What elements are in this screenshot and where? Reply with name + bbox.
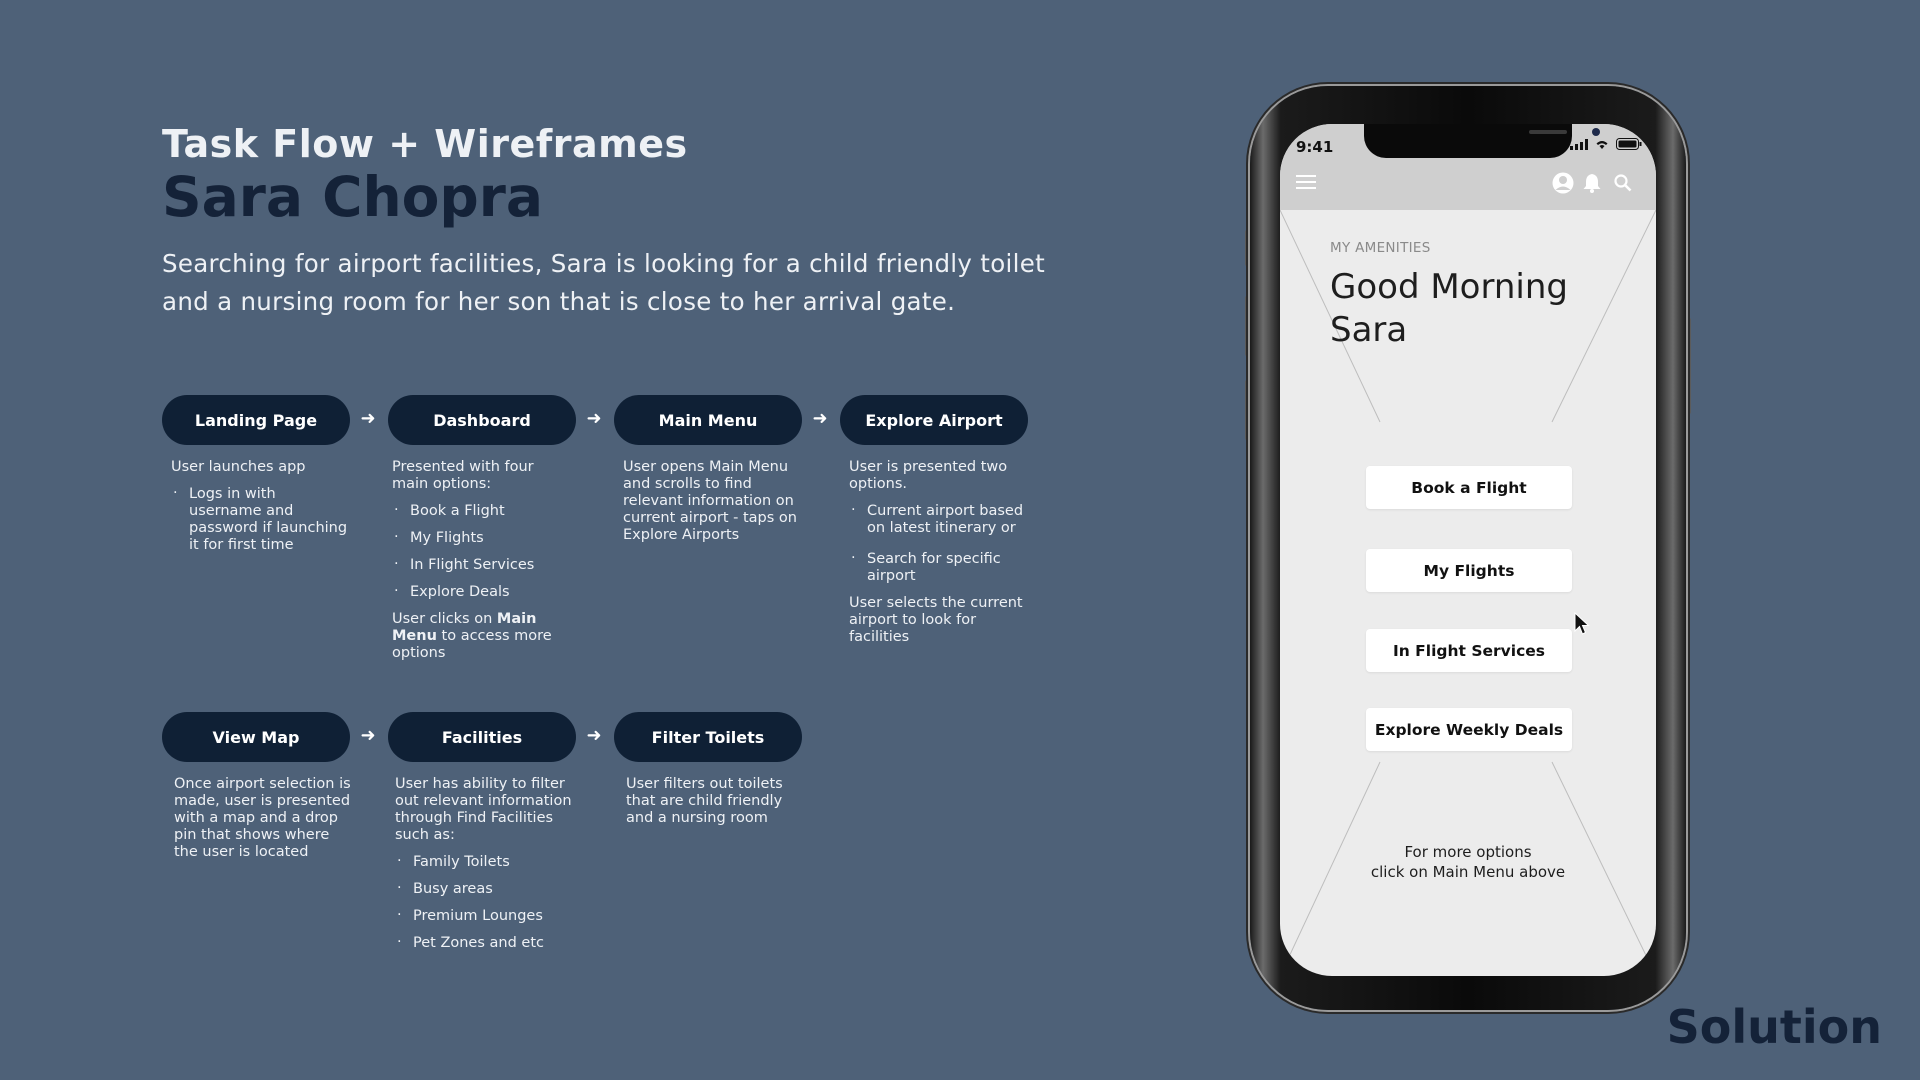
section-eyebrow: MY AMENITIES [1330, 240, 1431, 256]
scenario-description: Searching for airport facilities, Sara is looking for a child friendly toilet and a nursing room for her son that is close to her arrival gate. [162, 249, 1045, 316]
mouse-pointer-icon [1574, 612, 1590, 636]
list-item: · Explore Deals [392, 584, 572, 601]
step-view-map: View Map [162, 712, 350, 762]
description-intro: User filters out toilets that are child friendly and a nursing room [626, 776, 783, 826]
step-description-facilities [395, 776, 575, 962]
description-intro: Once airport selection is made, user is presented with a map and a drop pin that shows where the user is located [174, 776, 351, 860]
description-intro: User has ability to filter out relevant information through Find Facilities such as: [395, 776, 572, 843]
note-line: click on Main Menu above [1370, 863, 1566, 881]
list-item: · In Flight Services [392, 557, 572, 574]
wifi-icon [1594, 138, 1610, 150]
step-main-menu: Main Menu [614, 395, 802, 445]
step-description-view-map [174, 776, 354, 871]
phone-mockup [1250, 86, 1686, 1010]
step-description-main-menu [623, 459, 803, 554]
bullet-list [171, 486, 351, 554]
speaker-grille [1529, 130, 1567, 134]
step-dashboard: Dashboard [388, 395, 576, 445]
list-item: · Premium Lounges [395, 908, 575, 925]
description-intro: Presented with four main options: [392, 459, 534, 492]
arrow-icon: ➜ [586, 725, 602, 746]
status-time: 9:41 [1296, 138, 1334, 156]
list-item: · Family Toilets [395, 854, 575, 871]
in-flight-services-button[interactable]: In Flight Services [1366, 629, 1572, 672]
step-explore-airport: Explore Airport [840, 395, 1028, 445]
my-flights-button[interactable]: My Flights [1366, 549, 1572, 592]
arrow-icon: ➜ [360, 408, 376, 429]
step-description-filter-toilets [626, 776, 806, 837]
user-avatar-icon[interactable] [1552, 172, 1574, 194]
description-intro: User launches app [171, 459, 306, 475]
solution-label: Solution [1666, 1000, 1882, 1054]
bullet-list [392, 503, 572, 601]
list-item: · My Flights [392, 530, 572, 547]
signal-icon [1570, 139, 1588, 150]
bell-icon[interactable] [1583, 173, 1601, 193]
more-options-note [1340, 842, 1596, 882]
list-item: · Logs in with username and password if launching it for first time [171, 486, 351, 554]
arrow-icon: ➜ [586, 408, 602, 429]
description-outro [392, 611, 572, 662]
arrow-icon: ➜ [360, 725, 376, 746]
list-item: · Busy areas [395, 881, 575, 898]
note-line: For more options [1404, 843, 1532, 861]
book-flight-button[interactable]: Book a Flight [1366, 466, 1572, 509]
step-description-explore-airport [849, 459, 1029, 656]
list-item: · Search for specific airport [849, 551, 1029, 585]
arrow-icon: ➜ [812, 408, 828, 429]
battery-icon [1616, 138, 1642, 150]
hamburger-menu-icon[interactable] [1296, 174, 1316, 190]
front-camera [1592, 128, 1600, 136]
persona-name: Sara Chopra [162, 165, 544, 229]
step-filter-toilets: Filter Toilets [614, 712, 802, 762]
phone-screen [1280, 124, 1656, 976]
step-facilities: Facilities [388, 712, 576, 762]
greeting-heading: Good Morning Sara [1330, 267, 1568, 350]
outro-text: to access more options [392, 628, 552, 661]
description-intro: User opens Main Menu and scrolls to find relevant information on current airport - taps on Explore Airports [623, 459, 797, 543]
bullet-list [395, 854, 575, 952]
step-description-dashboard [392, 459, 572, 672]
status-icons [1570, 138, 1642, 150]
section-title: Task Flow + Wireframes [162, 122, 688, 166]
list-item: · Book a Flight [392, 503, 572, 520]
list-item: · Pet Zones and etc [395, 935, 575, 952]
outro-text: User clicks on [392, 611, 497, 627]
description-intro: User is presented two options. [849, 459, 1008, 492]
explore-weekly-deals-button[interactable]: Explore Weekly Deals [1366, 708, 1572, 751]
bullet-list [849, 503, 1029, 585]
outro-emphasis: Main Menu [392, 611, 537, 644]
step-landing-page: Landing Page [162, 395, 350, 445]
search-icon[interactable] [1614, 174, 1632, 192]
step-description-landing-page [171, 459, 351, 564]
phone-notch [1364, 124, 1572, 158]
list-item: · Current airport based on latest itinerary or [849, 503, 1029, 537]
description-outro: User selects the current airport to look for facilities [849, 595, 1023, 645]
